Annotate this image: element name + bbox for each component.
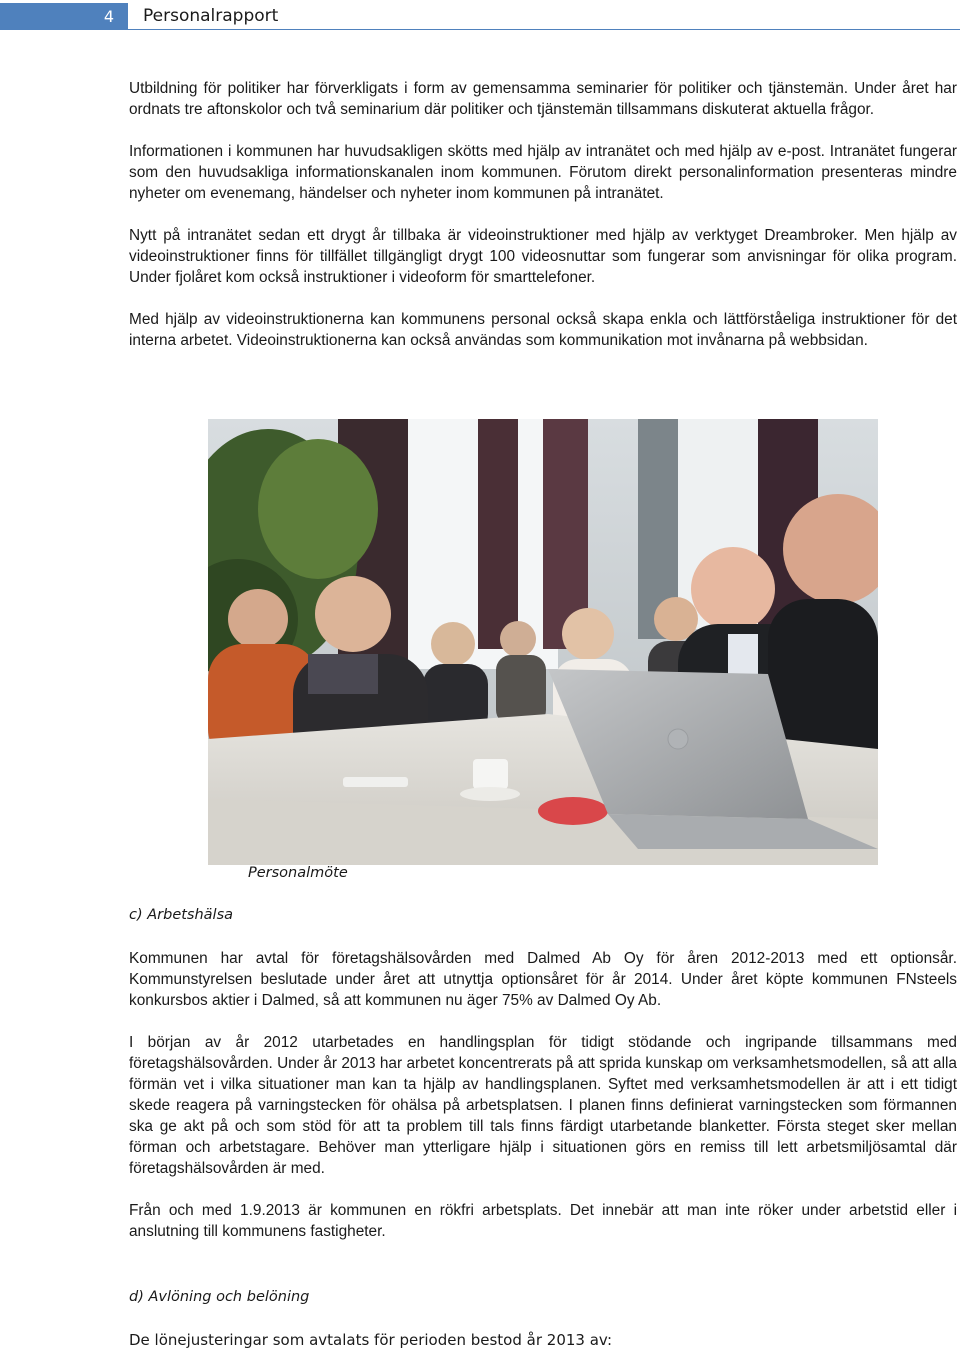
salary-intro: De lönejusteringar som avtalats för perioden bestod år 2013 av: (129, 1331, 613, 1349)
page-header (0, 0, 960, 32)
page-number: 4 (0, 3, 128, 30)
paragraph-video-usage: Med hjälp av videoinstruktionerna kan kommunens personal också skapa enkla och lättförståeliga instruktioner för det interna arbetet. Videoinstruktionerna kan också användas som kommunikation mot invånarna på webbsidan. (129, 311, 957, 349)
paragraph-smoke-free: Från och med 1.9.2013 är kommunen en rökfri arbetsplats. Det innebär att man inte röker under arbetstid eller i anslutning till kommunens fastigheter. (129, 1202, 957, 1240)
header-title: Personalrapport (143, 6, 279, 26)
paragraph-action-plan: I början av år 2012 utarbetades en handlingsplan för tidigt stödande och ingripande tillsammans med företagshälsovården. Under år 2013 har arbetet koncentrerats på att sprida kunskap om verksamhetsmodellen, så att alla förmän vet i vilka situationer man kan ta hjälp av handlingsplanen. Syftet med verksamhetsmodellen är att i ett tidigt skede reagera på varningstecken för ohälsa på arbetsplatsen. I planen finns definierat varningstecken som förmannen ska ge akt på och som stöd för att ta problem till tals finns färdigt utarbetande blanketter. Första steget sker mellan förman och arbetstagare. Behöver man ytterligare hjälp i situationen görs en remiss till lett arbetsmiljösamtal där företagshälsovården är med. (129, 1034, 957, 1177)
paragraph-intranet-info: Informationen i kommunen har huvudsakligen skötts med hjälp av intranätet och med hjälp av e-post. Intranätet fungerar som den huvudsakliga informationskanalen inom kommunen. Förutom direkt personalinformation presenteras mindre nyheter om evenemang, händelser och nyheter inom kommunen på intranätet. (129, 143, 957, 202)
header-rule (128, 29, 960, 30)
section-d-heading: d) Avlöning och belöning (129, 1289, 310, 1305)
paragraph-politician-training: Utbildning för politiker har förverkligats i form av gemensamma seminarier för politiker och tjänstemän. Under året har ordnats tre aftonskolor och två seminarium där politiker och tjänstemän tillsammans diskuterat aktuella frågor. (129, 80, 957, 118)
body-text-top (129, 78, 957, 351)
paragraph-video-instructions: Nytt på intranätet sedan ett drygt år tillbaka är videoinstruktioner med hjälp av verktyget Dreambroker. Men hjälp av videoinstruktioner finns för tillfället tillgängligt drygt 100 videosnuttar som fungerar som anvisningar för olika program. Under fjolåret kom också instruktioner i videoform för smarttelefoner. (129, 227, 957, 286)
meeting-photo (208, 419, 878, 865)
section-c-heading: c) Arbetshälsa (129, 907, 234, 923)
photo-caption: Personalmöte (248, 865, 348, 881)
paragraph-occupational-health: Kommunen har avtal för företagshälsovården med Dalmed Ab Oy för åren 2012-2013 med ett optionsår. Kommunstyrelsen beslutade under året att utnyttja optionsåret för år 2014. Under året köpte kommunen FNsteels konkursbos aktier i Dalmed, så att kommunen nu äger 75% av Dalmed Oy Ab. (129, 950, 957, 1009)
body-text-section-c (129, 948, 957, 1242)
